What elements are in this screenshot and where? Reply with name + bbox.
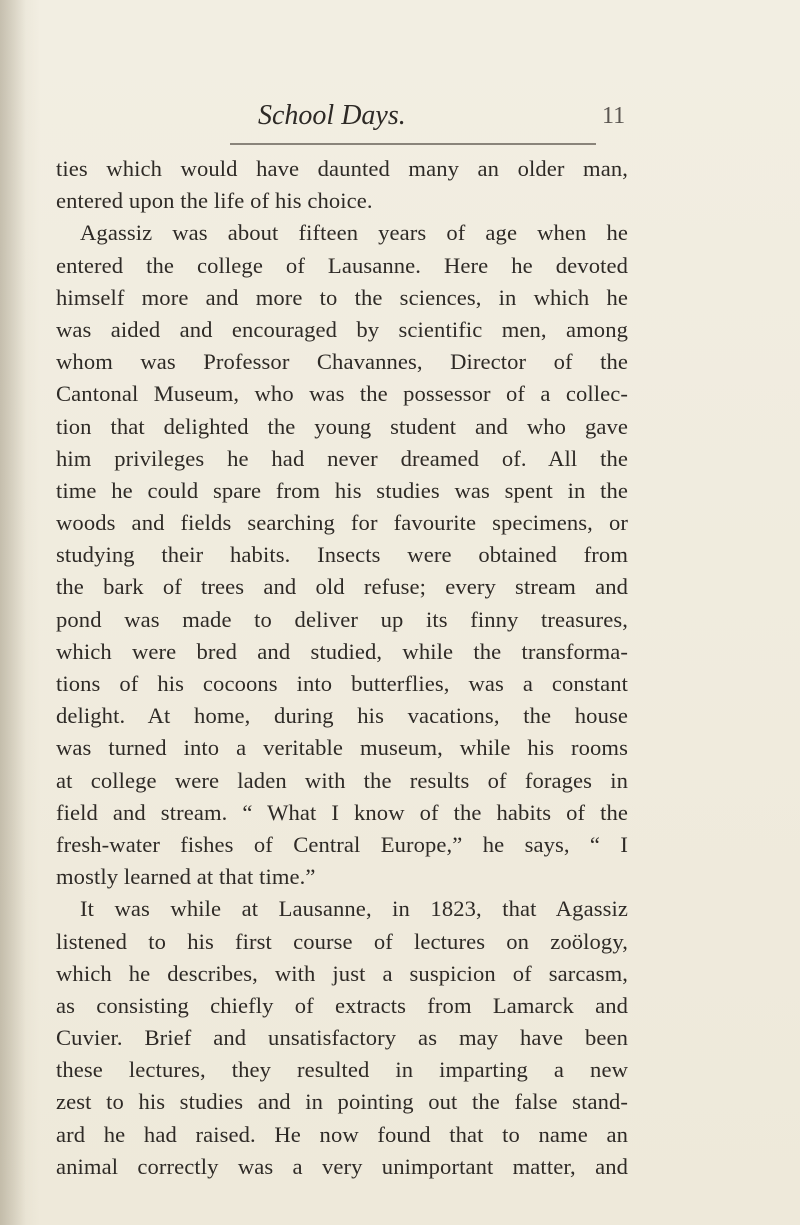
text-line: zest to his studies and in pointing out the false stand- bbox=[56, 1089, 628, 1115]
text-line: tion that delighted the young student and who gave bbox=[56, 413, 628, 439]
text-line: entered the college of Lausanne. Here he devoted bbox=[56, 252, 628, 278]
text-line: field and stream. “ What I know of the habits of the bbox=[56, 799, 628, 825]
text-line: Agassiz was about fifteen years of age when he bbox=[80, 220, 628, 246]
text-line: ard he had raised. He now found that to name an bbox=[56, 1121, 628, 1147]
text-line: delight. At home, during his vacations, the house bbox=[56, 703, 628, 729]
page-number: 11 bbox=[602, 103, 626, 129]
text-line: these lectures, they resulted in imparting a new bbox=[56, 1057, 628, 1083]
text-line: Cantonal Museum, who was the possessor of a collec- bbox=[56, 381, 628, 407]
text-line: mostly learned at that time.” bbox=[56, 864, 316, 890]
text-line: Cuvier. Brief and unsatisfactory as may have been bbox=[56, 1025, 628, 1051]
binding-shadow bbox=[0, 0, 26, 1225]
text-line: himself more and more to the sciences, in which he bbox=[56, 284, 628, 310]
text-line: ties which would have daunted many an older man, bbox=[56, 156, 628, 181]
header-rule bbox=[230, 143, 596, 145]
running-head bbox=[0, 98, 800, 138]
text-line: as consisting chiefly of extracts from Lamarck and bbox=[56, 992, 628, 1018]
text-line: him privileges he had never dreamed of. All the bbox=[56, 445, 628, 471]
text-line: which were bred and studied, while the transforma- bbox=[56, 638, 628, 664]
text-line: whom was Professor Chavannes, Director of the bbox=[56, 349, 628, 375]
text-line: was aided and encouraged by scientific men, among bbox=[56, 316, 628, 342]
text-line: It was while at Lausanne, in 1823, that Agassiz bbox=[80, 896, 628, 922]
text-line: was turned into a veritable museum, while his rooms bbox=[56, 735, 628, 761]
text-line: fresh-water fishes of Central Europe,” he says, “ I bbox=[56, 831, 628, 857]
text-line: at college were laden with the results of forages in bbox=[56, 767, 628, 793]
text-line: the bark of trees and old refuse; every stream and bbox=[56, 574, 628, 600]
chapter-title: School Days. bbox=[258, 100, 406, 131]
body-text bbox=[56, 153, 628, 1183]
text-line: pond was made to deliver up its finny treasures, bbox=[56, 606, 628, 632]
text-line: studying their habits. Insects were obtained from bbox=[56, 542, 628, 568]
text-line: tions of his cocoons into butterflies, was a constant bbox=[56, 671, 628, 696]
text-line: listened to his first course of lectures on zoölogy, bbox=[56, 928, 628, 954]
text-line: time he could spare from his studies was spent in the bbox=[56, 477, 628, 503]
text-line: animal correctly was a very unimportant matter, and bbox=[56, 1153, 628, 1179]
text-line: which he describes, with just a suspicion of sarcasm, bbox=[56, 960, 628, 986]
text-line: woods and fields searching for favourite specimens, or bbox=[56, 510, 628, 536]
text-line: entered upon the life of his choice. bbox=[56, 188, 373, 214]
